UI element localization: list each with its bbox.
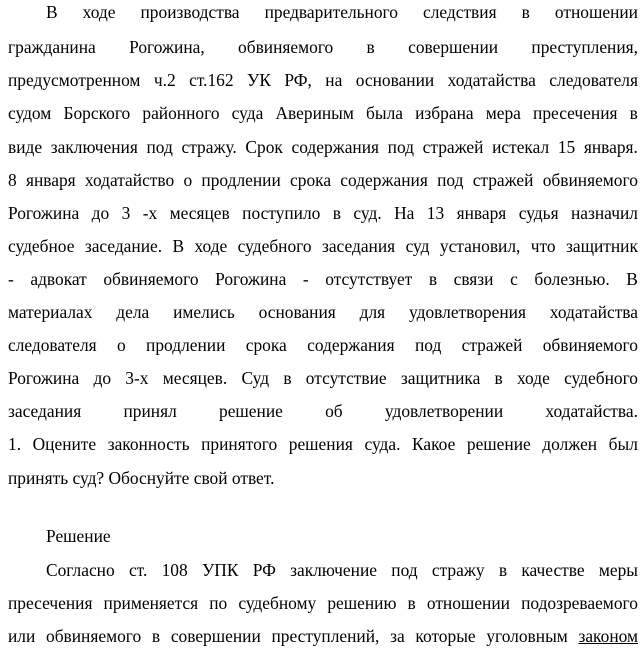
word: была — [366, 103, 403, 123]
word: 1. — [8, 434, 22, 454]
word: дела — [116, 302, 150, 322]
word: обвиняемого — [542, 170, 638, 190]
word: в — [407, 593, 416, 613]
word: под — [146, 137, 173, 157]
word: Рогожина — [215, 269, 287, 289]
word: принял — [123, 401, 177, 421]
word: заседание. — [84, 236, 163, 256]
word: Рогожина, — [129, 37, 205, 57]
word: истекал — [492, 137, 550, 157]
word: продлении — [201, 170, 281, 190]
word: предусмотренном — [8, 70, 141, 90]
word: в — [494, 368, 503, 388]
word: предварительного — [264, 2, 398, 22]
word: обвиняемого — [103, 269, 199, 289]
word: - — [302, 269, 309, 289]
case-line — [8, 329, 638, 361]
word: ст. — [128, 560, 148, 580]
word: срока — [290, 170, 332, 190]
word: судебного — [564, 368, 638, 388]
word: ходе — [82, 2, 116, 22]
word: удовлетворении — [384, 401, 504, 421]
word: Борского — [63, 103, 131, 123]
word: ч.2 — [153, 70, 176, 90]
word: связи — [453, 269, 494, 289]
word: - — [8, 269, 14, 289]
word: стражу. — [181, 137, 237, 157]
word: имелись — [173, 302, 235, 322]
case-line — [8, 428, 638, 460]
word: стражей — [422, 137, 484, 157]
solution-line — [8, 587, 638, 619]
word: основании — [355, 70, 435, 90]
word: УПК — [201, 560, 239, 580]
word: установил, — [439, 236, 521, 256]
word: меры — [598, 560, 638, 580]
word: обвиняемого — [238, 37, 334, 57]
word: стражу — [431, 560, 485, 580]
word: производства — [140, 2, 240, 22]
word: на — [325, 70, 343, 90]
word: материалах — [8, 302, 93, 322]
word: решение — [219, 401, 283, 421]
word: отношении — [554, 2, 638, 22]
word: что — [530, 236, 556, 256]
word: ходатайство — [84, 170, 175, 190]
word: РФ — [252, 560, 276, 580]
word: судом — [8, 103, 52, 123]
word: РФ, — [284, 70, 312, 90]
word: Срок — [245, 137, 283, 157]
word: Оцените — [32, 434, 97, 454]
word: о — [183, 170, 193, 190]
word: с — [510, 269, 518, 289]
word: должен — [542, 434, 598, 454]
word: решения — [288, 434, 353, 454]
word: об — [325, 401, 343, 421]
word: Рогожина — [8, 203, 80, 223]
word: Авериным — [275, 103, 354, 123]
word: под — [414, 335, 442, 355]
word: следствия — [423, 2, 497, 22]
word: суда — [231, 103, 264, 123]
word: Какое — [412, 434, 456, 454]
word: января — [25, 170, 76, 190]
word: назначил — [570, 203, 638, 223]
word: пресечения — [8, 593, 93, 613]
word: в — [151, 626, 161, 646]
word: удовлетворения — [409, 302, 526, 322]
word: суд. — [353, 203, 382, 223]
case-line — [8, 0, 638, 28]
word: месяцев. — [162, 368, 228, 388]
word: срока — [245, 335, 287, 355]
solution-line — [8, 620, 638, 652]
case-last-line: принять суд? Обоснуйте свой ответ. — [8, 468, 275, 488]
case-line — [8, 362, 638, 394]
word: 8 — [8, 170, 17, 190]
word: решение — [466, 434, 531, 454]
word: Рогожина — [8, 368, 80, 388]
word: суд — [405, 236, 430, 256]
word: Согласно — [46, 560, 115, 580]
word: в — [366, 37, 375, 57]
word: отсутствует — [325, 269, 413, 289]
word: защитник — [565, 236, 638, 256]
word: в — [332, 203, 341, 223]
word: преступлений, — [271, 626, 380, 646]
word: под — [391, 560, 418, 580]
word: обвиняемого — [542, 335, 638, 355]
word: подозреваемого — [521, 593, 638, 613]
word: уголовным — [486, 626, 568, 646]
case-line — [8, 197, 638, 229]
word: На — [394, 203, 415, 223]
word: отсутствие — [305, 368, 387, 388]
word: в — [498, 560, 508, 580]
word: избрана — [415, 103, 474, 123]
word: под — [387, 137, 415, 157]
word: ходатайства — [549, 302, 638, 322]
word: основания — [258, 302, 336, 322]
word: применяется — [103, 593, 199, 613]
word: до — [91, 203, 110, 223]
word: Суд — [241, 368, 270, 388]
word: ст.162 — [189, 70, 234, 90]
word: 108 — [161, 560, 188, 580]
word: под — [437, 170, 464, 190]
word: В — [46, 2, 58, 22]
word: УК — [247, 70, 271, 90]
solution-heading: Решение — [46, 526, 111, 546]
word: обвиняемого — [46, 626, 142, 646]
case-line — [8, 164, 638, 196]
word: января — [456, 203, 507, 223]
word: стражей — [461, 335, 523, 355]
case-line — [8, 31, 638, 63]
word: судебное — [8, 236, 75, 256]
word: районного — [142, 103, 220, 123]
word: ходатайства. — [545, 401, 638, 421]
word: ходе — [194, 236, 228, 256]
word: отношении — [426, 593, 510, 613]
word: суда. — [364, 434, 401, 454]
word: или — [8, 626, 36, 646]
case-line — [8, 97, 638, 129]
word: был — [608, 434, 638, 454]
case-line — [8, 263, 638, 295]
word: заседания — [321, 236, 396, 256]
word: судебного — [237, 236, 312, 256]
word: 3-х — [125, 368, 149, 388]
case-line — [8, 296, 638, 328]
word: за — [390, 626, 405, 646]
case-line — [8, 64, 638, 96]
word: поступило — [242, 203, 321, 223]
word: о — [117, 335, 126, 355]
word: В — [172, 236, 185, 256]
word: в — [428, 269, 438, 289]
word: до — [93, 368, 112, 388]
word: которые — [415, 626, 476, 646]
word: 13 — [426, 203, 445, 223]
word: защитника — [400, 368, 481, 388]
word: совершении — [170, 626, 261, 646]
word: для — [359, 302, 386, 322]
case-line — [8, 131, 638, 163]
word: ходе — [517, 368, 550, 388]
word: следователя — [549, 70, 638, 90]
word: содержания — [291, 137, 380, 157]
word: января. — [583, 137, 638, 157]
word: следователя — [8, 335, 97, 355]
case-line — [8, 230, 638, 262]
word: продлении — [146, 335, 226, 355]
word: стражей — [472, 170, 534, 190]
word: судебному — [238, 593, 317, 613]
word: решению — [327, 593, 397, 613]
word: -х — [142, 203, 158, 223]
word: принятого — [201, 434, 278, 454]
word: преступления, — [531, 37, 638, 57]
case-line — [8, 395, 638, 427]
solution-line — [8, 554, 638, 586]
word: по — [209, 593, 228, 613]
word: ходатайства — [447, 70, 536, 90]
word: виде — [8, 137, 43, 157]
word: в — [521, 2, 530, 22]
word: гражданина — [8, 37, 96, 57]
word: адвокат — [30, 269, 87, 289]
word: заключения — [50, 137, 138, 157]
word: в — [283, 368, 292, 388]
word: месяцев — [169, 203, 230, 223]
word: пресечения — [533, 103, 618, 123]
word: содержания — [307, 335, 395, 355]
word: содержания — [340, 170, 428, 190]
word: в — [629, 103, 638, 123]
word: В — [626, 269, 638, 289]
law-link[interactable]: законом — [578, 626, 638, 646]
word: заседания — [8, 401, 82, 421]
word: судья — [518, 203, 559, 223]
word: мера — [485, 103, 521, 123]
word: заключение — [290, 560, 377, 580]
word: качестве — [521, 560, 585, 580]
word: совершении — [408, 37, 499, 57]
word: законность — [107, 434, 190, 454]
word: 3 — [121, 203, 131, 223]
word: болезнью. — [534, 269, 610, 289]
word: 15 — [557, 137, 576, 157]
